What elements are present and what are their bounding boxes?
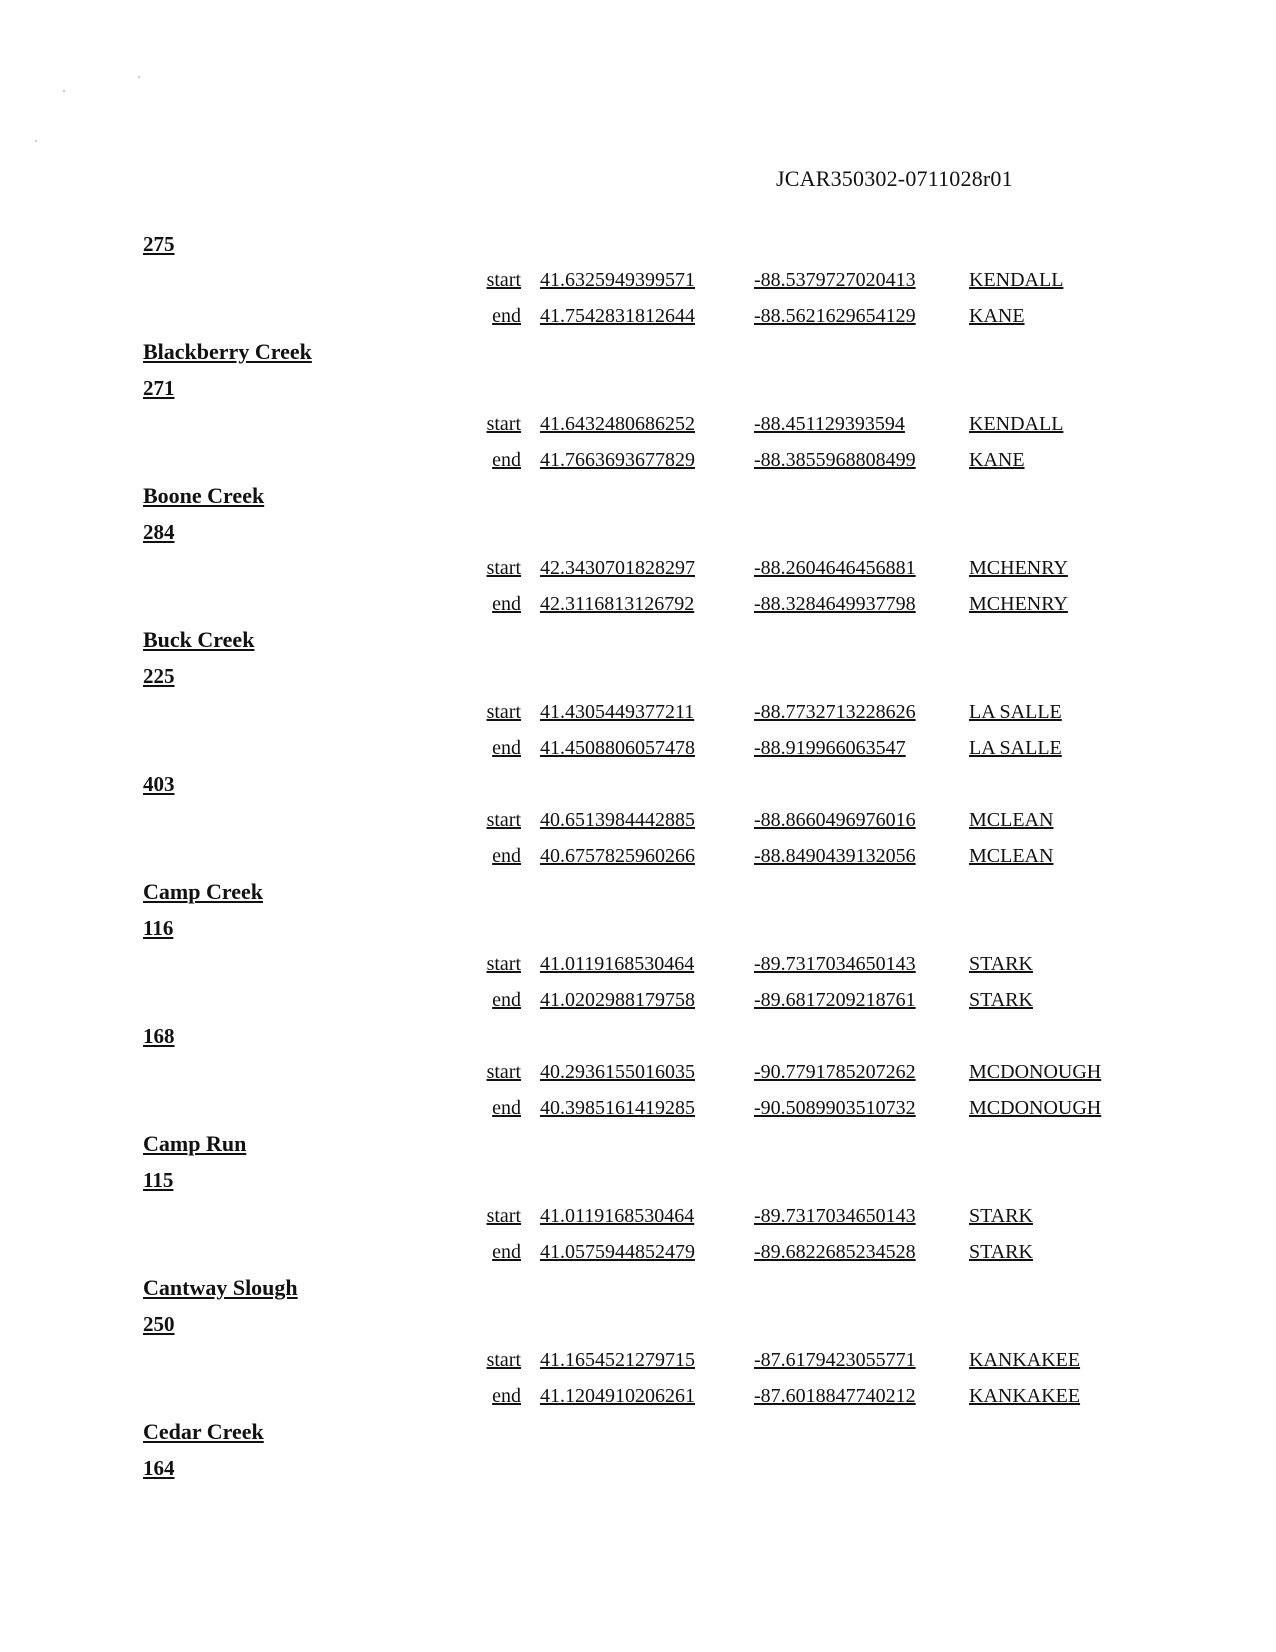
coordinate-row <box>0 554 1276 590</box>
coordinate-row <box>0 1094 1276 1130</box>
endpoint-label: end <box>492 449 521 471</box>
coordinate-row <box>0 410 1276 446</box>
endpoint-label: start <box>486 809 521 831</box>
segment-id: 225 <box>143 664 175 688</box>
latitude-value: 40.2936155016035 <box>540 1061 695 1083</box>
endpoint-label: end <box>492 593 521 615</box>
longitude-value: -88.3284649937798 <box>754 593 916 615</box>
endpoint-label: start <box>486 1205 521 1227</box>
endpoint-label: start <box>486 269 521 291</box>
segment-id-row <box>0 230 1276 266</box>
coordinate-row <box>0 806 1276 842</box>
endpoint-label: end <box>492 1097 521 1119</box>
stream-name-row <box>0 482 1276 518</box>
latitude-value: 41.1654521279715 <box>540 1349 695 1371</box>
endpoint-label: end <box>492 1385 521 1407</box>
longitude-value: -90.5089903510732 <box>754 1097 916 1119</box>
longitude-value: -87.6018847740212 <box>754 1385 916 1407</box>
longitude-value: -88.2604646456881 <box>754 557 916 579</box>
segment-id: 250 <box>143 1312 175 1336</box>
county-name: LA SALLE <box>969 701 1062 723</box>
coordinate-row <box>0 1238 1276 1274</box>
segment-id: 116 <box>143 916 174 940</box>
segment-id-row <box>0 1310 1276 1346</box>
segment-id: 275 <box>143 232 175 256</box>
endpoint-label: end <box>492 989 521 1011</box>
latitude-value: 41.0202988179758 <box>540 989 695 1011</box>
segment-id: 403 <box>143 772 175 796</box>
county-name: KANE <box>969 305 1025 327</box>
county-name: LA SALLE <box>969 737 1062 759</box>
latitude-value: 41.4508806057478 <box>540 737 695 759</box>
stream-name-row <box>0 338 1276 374</box>
segment-id: 115 <box>143 1168 174 1192</box>
county-name: MCDONOUGH <box>969 1097 1102 1119</box>
endpoint-label: start <box>486 557 521 579</box>
county-name: STARK <box>969 1241 1033 1263</box>
latitude-value: 40.6757825960266 <box>540 845 695 867</box>
endpoint-label: end <box>492 737 521 759</box>
stream-name: Camp Creek <box>143 879 263 904</box>
county-name: STARK <box>969 989 1033 1011</box>
segment-id-row <box>0 662 1276 698</box>
longitude-value: -88.8490439132056 <box>754 845 916 867</box>
coordinate-row <box>0 446 1276 482</box>
county-name: KENDALL <box>969 413 1064 435</box>
endpoint-label: start <box>486 1061 521 1083</box>
latitude-value: 41.1204910206261 <box>540 1385 695 1407</box>
stream-name: Cedar Creek <box>143 1419 264 1444</box>
county-name: STARK <box>969 953 1033 975</box>
scan-speck <box>138 76 140 78</box>
coordinate-row <box>0 950 1276 986</box>
latitude-value: 42.3430701828297 <box>540 557 695 579</box>
segment-id-row <box>0 374 1276 410</box>
latitude-value: 42.3116813126792 <box>540 593 695 615</box>
county-name: KENDALL <box>969 269 1064 291</box>
county-name: KANKAKEE <box>969 1385 1081 1407</box>
county-name: MCLEAN <box>969 845 1054 867</box>
coordinate-list <box>0 230 1276 1490</box>
stream-name-row <box>0 626 1276 662</box>
latitude-value: 41.7542831812644 <box>540 305 695 327</box>
endpoint-label: start <box>486 413 521 435</box>
stream-name: Cantway Slough <box>143 1275 298 1300</box>
latitude-value: 41.4305449377211 <box>540 701 695 723</box>
segment-id: 164 <box>143 1456 175 1480</box>
endpoint-label: end <box>492 1241 521 1263</box>
latitude-value: 41.6325949399571 <box>540 269 695 291</box>
stream-name-row <box>0 1130 1276 1166</box>
longitude-value: -88.919966063547 <box>754 737 906 759</box>
county-name: MCHENRY <box>969 593 1068 615</box>
endpoint-label: start <box>486 701 521 723</box>
county-name: MCHENRY <box>969 557 1068 579</box>
endpoint-label: end <box>492 845 521 867</box>
stream-name: Camp Run <box>143 1131 247 1156</box>
longitude-value: -88.5379727020413 <box>754 269 916 291</box>
endpoint-label: end <box>492 305 521 327</box>
longitude-value: -88.8660496976016 <box>754 809 916 831</box>
county-name: KANE <box>969 449 1025 471</box>
longitude-value: -89.6817209218761 <box>754 989 916 1011</box>
segment-id-row <box>0 1166 1276 1202</box>
longitude-value: -89.6822685234528 <box>754 1241 916 1263</box>
coordinate-row <box>0 1202 1276 1238</box>
stream-name: Boone Creek <box>143 483 265 508</box>
scan-speck <box>63 90 65 92</box>
county-name: MCDONOUGH <box>969 1061 1102 1083</box>
coordinate-row <box>0 734 1276 770</box>
endpoint-label: start <box>486 953 521 975</box>
longitude-value: -88.451129393594 <box>754 413 905 435</box>
coordinate-row <box>0 1346 1276 1382</box>
latitude-value: 40.3985161419285 <box>540 1097 695 1119</box>
longitude-value: -89.7317034650143 <box>754 1205 916 1227</box>
latitude-value: 41.0575944852479 <box>540 1241 695 1263</box>
segment-id-row <box>0 518 1276 554</box>
scan-speck <box>35 140 37 142</box>
longitude-value: -88.7732713228626 <box>754 701 916 723</box>
longitude-value: -88.3855968808499 <box>754 449 916 471</box>
segment-id: 271 <box>143 376 175 400</box>
stream-name-row <box>0 1418 1276 1454</box>
stream-name: Blackberry Creek <box>143 339 312 364</box>
latitude-value: 41.7663693677829 <box>540 449 695 471</box>
segment-id: 284 <box>143 520 175 544</box>
stream-name-row <box>0 878 1276 914</box>
document-id: JCAR350302-0711028r01 <box>776 166 1013 191</box>
county-name: KANKAKEE <box>969 1349 1081 1371</box>
segment-id-row <box>0 1454 1276 1490</box>
latitude-value: 41.6432480686252 <box>540 413 695 435</box>
longitude-value: -90.7791785207262 <box>754 1061 916 1083</box>
stream-name: Buck Creek <box>143 627 255 652</box>
coordinate-row <box>0 266 1276 302</box>
stream-name-row <box>0 1274 1276 1310</box>
latitude-value: 41.0119168530464 <box>540 953 695 975</box>
longitude-value: -89.7317034650143 <box>754 953 916 975</box>
coordinate-row <box>0 302 1276 338</box>
longitude-value: -88.5621629654129 <box>754 305 916 327</box>
latitude-value: 41.0119168530464 <box>540 1205 695 1227</box>
coordinate-row <box>0 842 1276 878</box>
longitude-value: -87.6179423055771 <box>754 1349 916 1371</box>
coordinate-row <box>0 698 1276 734</box>
endpoint-label: start <box>486 1349 521 1371</box>
segment-id-row <box>0 914 1276 950</box>
county-name: MCLEAN <box>969 809 1054 831</box>
coordinate-row <box>0 986 1276 1022</box>
coordinate-row <box>0 1058 1276 1094</box>
segment-id-row <box>0 770 1276 806</box>
coordinate-row <box>0 590 1276 626</box>
segment-id-row <box>0 1022 1276 1058</box>
segment-id: 168 <box>143 1024 175 1048</box>
latitude-value: 40.6513984442885 <box>540 809 695 831</box>
county-name: STARK <box>969 1205 1033 1227</box>
coordinate-row <box>0 1382 1276 1418</box>
